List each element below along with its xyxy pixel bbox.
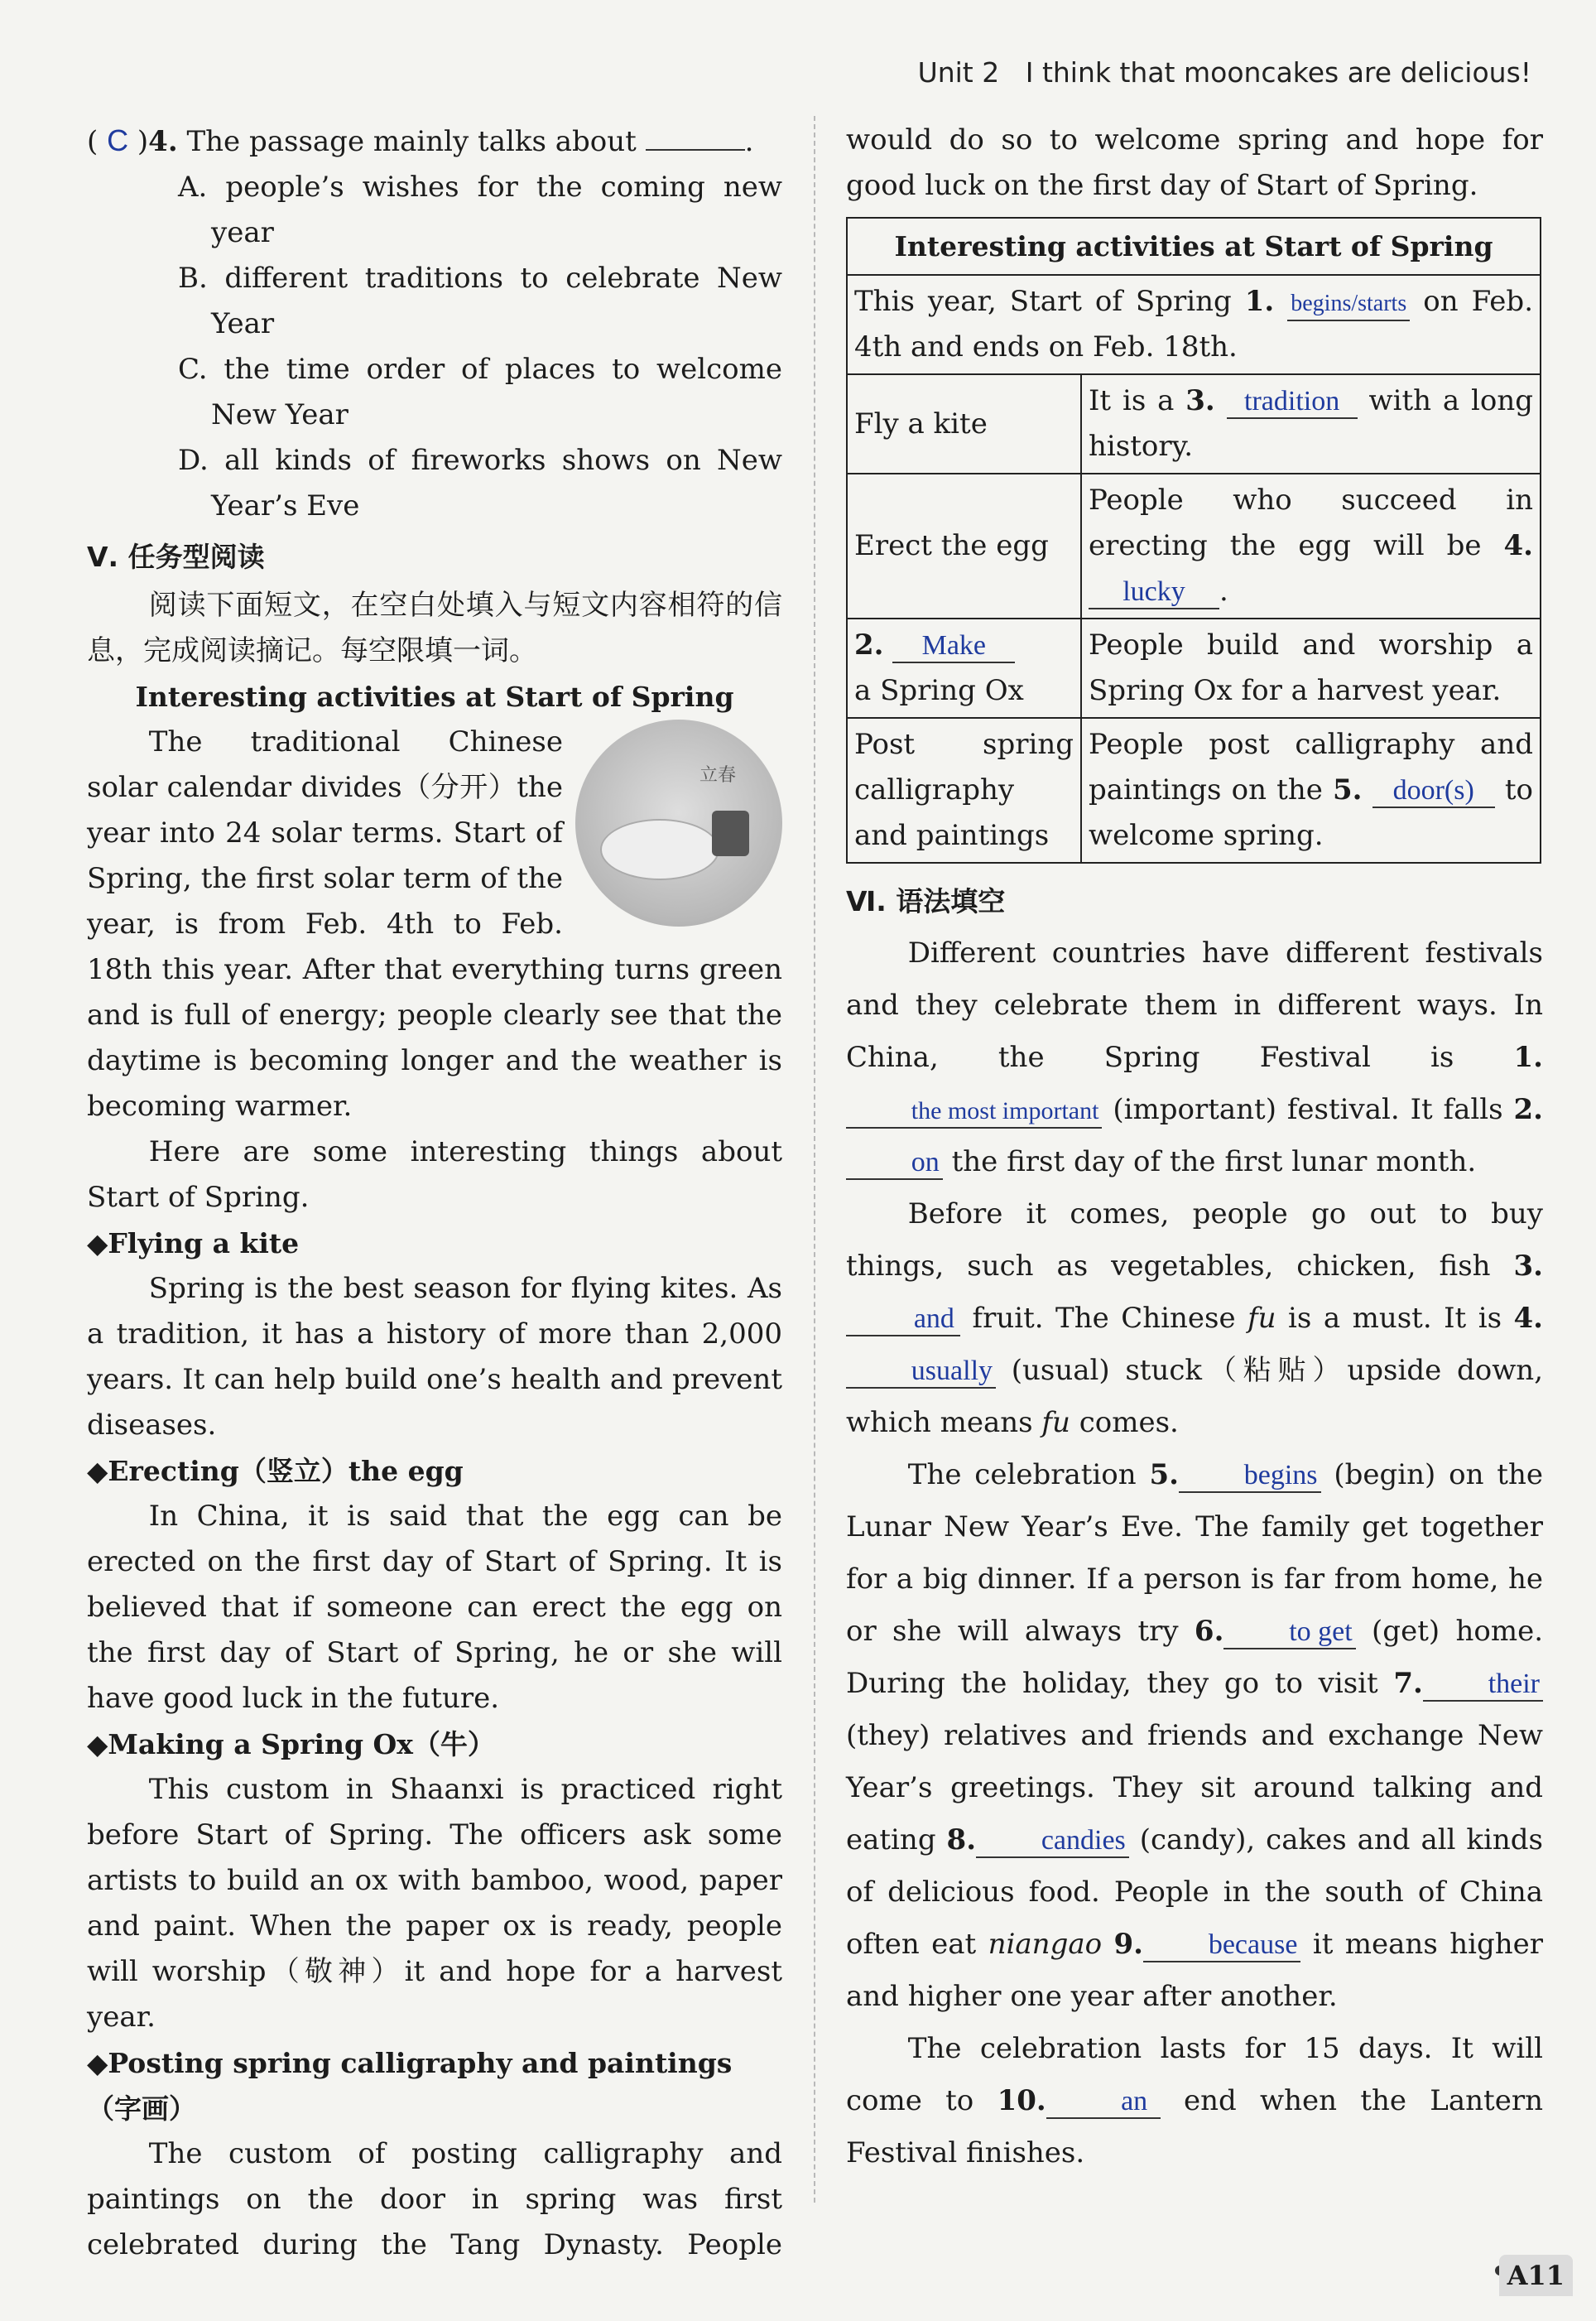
answer-5: door(s) — [1372, 775, 1495, 808]
grammar-answer-5: begins — [1179, 1460, 1321, 1493]
grammar-paragraph-1: Different countries have different festivals and they celebrate them in different ways. In China, the Spring Festival is 1.the most important (important) festival. It falls 2.on the first day of the first lunar month. — [846, 937, 1543, 1178]
table-row: Fly a kite It is a 3. tradition with a long history. — [847, 374, 1541, 474]
page-number: A11 — [1499, 2255, 1573, 2296]
seal-mark: 立春 — [699, 765, 737, 786]
passage-paragraph-6-continued: would do so to welcome spring and hope for good luck on the first day of Start of Spring. — [846, 123, 1543, 202]
right-column — [846, 118, 1543, 2179]
section-5-title: Ⅴ. 任务型阅读 — [87, 541, 265, 573]
cup-shape — [712, 811, 749, 856]
q4-option-a: A. people’s wishes for the coming new year — [178, 171, 782, 249]
grammar-answer-10: an — [1046, 2086, 1161, 2119]
grammar-answer-7: their — [1423, 1669, 1543, 1702]
grammar-paragraph-3: The celebration 5. begins (begin) on the Lunar New Year’s Eve. The family get together for a big dinner. If a person is far from home, he or she will always try 6. to get (get) home. During the holiday, they go to visit 7. their (they) relatives and friends and exchange New Year’s greetings. They sit around talking and eating 8. candies (candy), cakes and all kinds of delicious food. People in the south of China often eat niangao 9. because it means higher and higher one year after another. — [846, 1458, 1543, 2013]
table-title: Interesting activities at Start of Spring — [847, 218, 1541, 275]
passage-paragraph-6: The custom of posting calligraphy and paintings on the door in spring was first celebrated during the Tang Dynasty. People — [87, 2137, 782, 2261]
answer-4: lucky — [1089, 576, 1219, 609]
answer-2: Make — [892, 630, 1015, 663]
page-header — [918, 56, 1531, 89]
q4-option-c: C. the time order of places to welcome New Year — [178, 353, 782, 431]
passage-paragraph-2: Here are some interesting things about Start of Spring. — [87, 1135, 782, 1214]
section-6-title: Ⅵ. 语法填空 — [846, 885, 1006, 917]
grammar-answer-4: usually — [846, 1356, 996, 1389]
section-5-instruction: 阅读下面短文，在空白处填入与短文内容相符的信息，完成阅读摘记。每空限填一词。 — [87, 589, 782, 667]
table-row: Post spring calligraphy and paintings People post calligraphy and paintings on the 5. door(s) to welcome spring. — [847, 718, 1541, 863]
grammar-answer-9: because — [1143, 1929, 1300, 1962]
grammar-answer-2: on — [846, 1147, 943, 1180]
passage-paragraph-1: The traditional Chinese solar calendar divides（分开）the year into 24 solar terms. Start of Spring, the first solar term of the year, is from Feb. 4th to Feb. 18th this year. After that everything turns green and is full of energy; people clearly see that the daytime is becoming longer and the weather is becoming warmer. — [87, 725, 782, 1123]
passage-paragraph-3: Spring is the best season for flying kites. As a tradition, it has a history of more than 2,000 years. It can help build one’s health and prevent diseases. — [87, 1272, 782, 1442]
left-column — [87, 118, 782, 2268]
start-of-spring-illustration — [575, 720, 782, 927]
column-divider — [814, 116, 815, 2203]
grammar-answer-8: candies — [976, 1825, 1129, 1858]
passage-paragraph-5: This custom in Shaanxi is practiced right before Start of Spring. The officers ask some artists to build an ox with bamboo, wood, paper and paint. When the paper ox is ready, people will worship（敬神）it and hope for a harvest year. — [87, 1773, 782, 2034]
passage-paragraph-4: In China, it is said that the egg can be erected on the first day of Start of Spring. It is believed that if someone can erect the egg on the first day of Start of Spring, he or she will have good luck in the future. — [87, 1500, 782, 1715]
grammar-answer-1: the most important — [846, 1095, 1102, 1129]
activities-table — [846, 217, 1541, 864]
unit-title: I think that mooncakes are delicious! — [1025, 56, 1531, 89]
q4-option-d: D. all kinds of fireworks shows on New Year’s Eve — [178, 444, 782, 522]
q4-stem: The passage mainly talks about — [186, 125, 637, 158]
answer-3: tradition — [1227, 386, 1358, 419]
question-4: ( C )4. The passage mainly talks about . — [87, 123, 754, 158]
heading-flying-kite: ◆Flying a kite — [87, 1227, 300, 1259]
passage-title: Interesting activities at Start of Spring — [135, 681, 734, 713]
unit-label: Unit 2 — [917, 56, 1000, 89]
heading-spring-ox: ◆Making a Spring Ox（牛） — [87, 1728, 495, 1760]
q4-answer: C — [107, 123, 129, 157]
answer-1: begins/starts — [1287, 288, 1410, 321]
q4-blank — [646, 124, 745, 151]
heading-calligraphy: ◆Posting spring calligraphy and paintings（字画） — [87, 2047, 733, 2125]
grammar-answer-3: and — [846, 1303, 960, 1336]
grammar-answer-6: to get — [1223, 1616, 1355, 1649]
grammar-paragraph-4: The celebration lasts for 15 days. It will come to 10. an end when the Lantern Festival finishes. — [846, 2032, 1543, 2169]
plate-shape — [600, 819, 719, 880]
table-row: This year, Start of Spring 1. begins/starts on Feb. 4th and ends on Feb. 18th. — [847, 275, 1541, 374]
table-row: 2. Make a Spring Ox People build and worship a Spring Ox for a harvest year. — [847, 619, 1541, 718]
q4-option-b: B. different traditions to celebrate New Year — [178, 262, 782, 340]
grammar-paragraph-2: Before it comes, people go out to buy things, such as vegetables, chicken, fish 3.and fruit. The Chinese fu is a must. It is 4.usually (usual) stuck（粘贴）upside down, which means fu comes. — [846, 1197, 1544, 1439]
heading-erecting-egg: ◆Erecting（竖立）the egg — [87, 1455, 464, 1487]
table-row: Erect the egg People who succeed in erecting the egg will be 4. lucky . — [847, 474, 1541, 619]
